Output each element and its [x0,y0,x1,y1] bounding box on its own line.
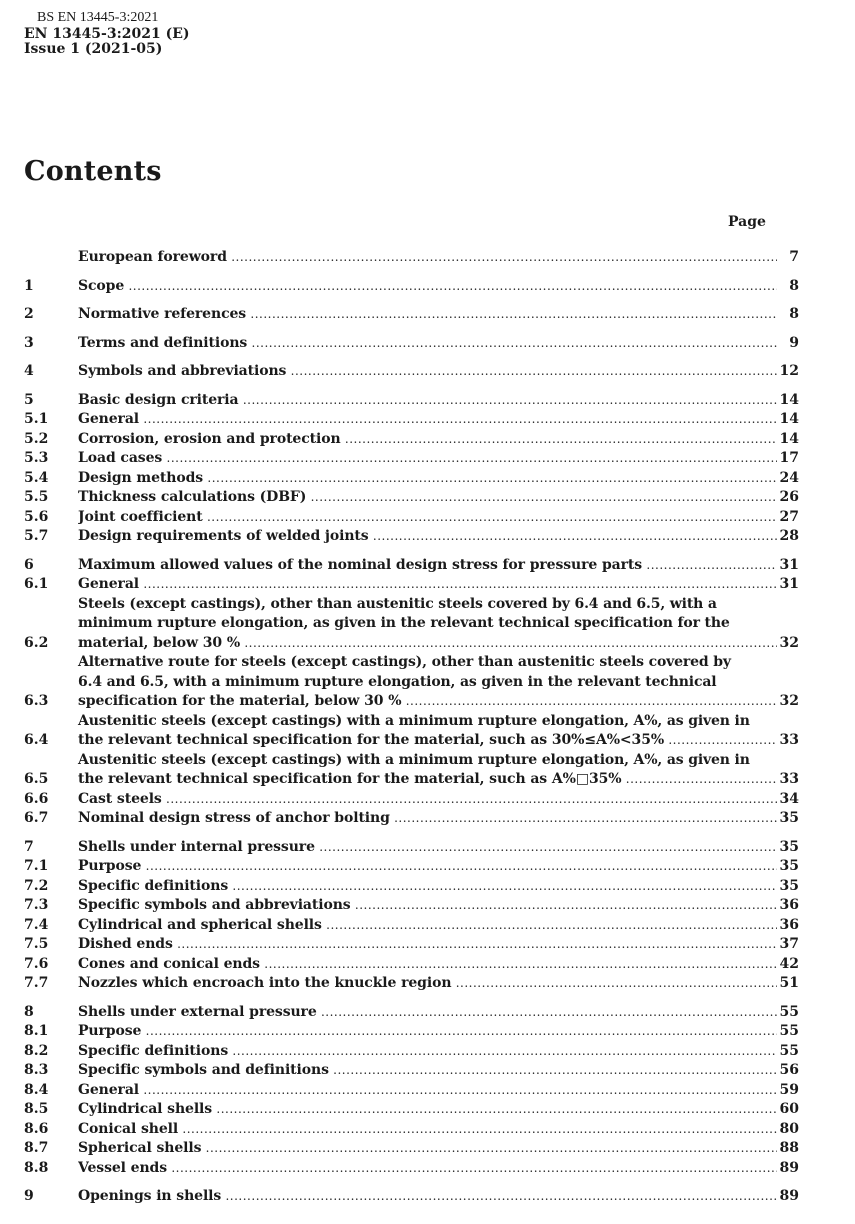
toc-page-number: 88 [779,1140,799,1156]
toc-number: 8.7 [24,1140,49,1156]
toc-title: material, below 30 % ..... [78,634,777,654]
toc-page-number: 55 [779,1003,799,1020]
toc-title: Specific symbols and definitions ..... [78,1061,777,1081]
toc-page-number: 8 [789,277,799,294]
toc-number: 8.4 [24,1081,49,1098]
toc-page-number: 33 [779,732,799,748]
toc-entry[interactable] [24,790,799,810]
toc-entry[interactable] [24,391,799,411]
toc-entry[interactable] [24,877,799,897]
toc-title: Load cases ..... [78,449,777,469]
toc-page-number: 32 [779,693,799,709]
toc-entry[interactable] [24,974,799,994]
toc-title: Specific definitions ..... [78,1042,777,1062]
toc-number: 5.4 [24,469,49,486]
toc-page-number: 89 [779,1188,799,1204]
toc-entry[interactable] [24,1159,799,1179]
toc-entry[interactable] [24,857,799,877]
toc-entry[interactable] [24,1081,799,1101]
toc-page-number: 34 [779,790,799,807]
toc-title: Basic design criteria ..... [78,391,777,411]
toc-page-number: 80 [779,1120,799,1137]
toc-entry[interactable] [24,916,799,936]
standard-code: BS EN 13445-3:2021 [37,10,159,25]
toc-title: Nozzles which encroach into the knuckle region ..... [78,974,777,994]
toc-title: Cast steels ..... [78,790,777,810]
toc-entry[interactable] [24,527,799,547]
toc-number: 7.6 [24,955,49,972]
toc-page-number: 32 [779,634,799,651]
toc-title: General ..... [78,575,777,595]
toc-entry[interactable] [24,334,799,354]
toc-entry[interactable] [24,362,799,382]
toc-title: Specific symbols and abbreviations ..... [78,896,777,916]
toc-title: Specific definitions ..... [78,877,777,897]
toc-title: European foreword ..... [78,248,777,268]
toc-title: Dished ends ..... [78,935,777,955]
toc-number: 6.7 [24,810,49,826]
contents-title: Contents [24,156,162,187]
toc-entry[interactable] [24,449,799,469]
toc-page-number: 56 [779,1062,799,1078]
toc-page-number: 55 [779,1042,799,1059]
toc-entry[interactable] [24,410,799,430]
toc-number: 2 [24,306,34,322]
toc-number: 5.1 [24,411,49,427]
toc-number: 5.3 [24,450,49,466]
toc-number: 7 [24,838,34,855]
toc-page-number: 36 [779,916,799,933]
toc-number: 6.6 [24,790,49,807]
toc-title-line: 6.4 and 6.5, with a minimum rupture elongation, as given in the relevant technical [78,673,717,690]
toc-page-number: 55 [779,1023,799,1039]
toc-page-number: 17 [779,450,799,466]
toc-number: 4 [24,363,34,379]
designation: EN 13445-3:2021 (E) [24,26,190,42]
toc-page-number: 35 [779,858,799,874]
toc-page-number: 26 [779,489,799,505]
toc-title-line: Austenitic steels (except castings) with a minimum rupture elongation, A%, as given in [78,712,750,729]
toc-entry[interactable] [24,896,799,916]
toc-title: specification for the material, below 30 % ..... [78,692,777,712]
toc-number: 7.5 [24,936,49,952]
toc-title: Purpose ..... [78,1022,777,1042]
toc-entry[interactable] [24,556,799,576]
toc-entry[interactable] [24,277,799,297]
toc-title: Shells under external pressure ..... [78,1003,777,1023]
toc-entry[interactable] [24,1003,799,1023]
toc-page-number: 24 [779,469,799,486]
toc-page-number: 37 [779,936,799,952]
toc-number: 1 [24,277,34,294]
toc-number: 8.8 [24,1159,49,1176]
toc-page-number: 36 [779,897,799,913]
toc-entry[interactable] [24,1061,799,1081]
toc-title: the relevant technical specification for the material, such as A%□35% ..... [78,770,777,790]
issue: Issue 1 (2021-05) [24,41,163,57]
toc-page-number: 14 [779,391,799,408]
toc-number: 7.3 [24,897,49,913]
toc-page-number: 9 [789,334,799,351]
toc-entry[interactable] [24,430,799,450]
toc-page-number: 14 [779,430,799,447]
toc-title: Corrosion, erosion and protection ..... [78,430,777,450]
toc-entry[interactable] [24,248,799,268]
toc-title: Symbols and abbreviations ..... [78,362,777,382]
toc-number: 6.3 [24,693,49,709]
toc-title: Nominal design stress of anchor bolting ..... [78,809,777,829]
toc-title-line: Austenitic steels (except castings) with a minimum rupture elongation, A%, as given in [78,751,750,768]
toc-page-number: 51 [779,975,799,991]
toc-entry[interactable] [24,712,799,751]
toc-title-line: Alternative route for steels (except castings), other than austenitic steels covered by [78,654,731,670]
toc-title-line: minimum rupture elongation, as given in the relevant technical specification for the [78,615,730,631]
toc-title: Cylindrical shells ..... [78,1100,777,1120]
toc-entry[interactable] [24,1022,799,1042]
toc-page-number: 89 [779,1159,799,1176]
toc-number: 8.5 [24,1101,49,1117]
toc-title: Maximum allowed values of the nominal design stress for pressure parts ..... [78,556,777,576]
toc-entry[interactable] [24,575,799,595]
toc-number: 6.4 [24,732,49,748]
toc-page-number: 35 [779,838,799,855]
toc-title: the relevant technical specification for the material, such as 30%≤A%<35% ..... [78,731,777,751]
table-of-contents [24,248,799,1207]
toc-page-number: 31 [779,576,799,592]
toc-page-number: 42 [779,955,799,972]
toc-entry[interactable] [24,1042,799,1062]
toc-title: Normative references ..... [78,305,777,325]
toc-number: 9 [24,1188,34,1204]
toc-number: 8.3 [24,1062,49,1078]
toc-number: 5.7 [24,528,49,544]
toc-number: 8 [24,1003,34,1020]
toc-title: Conical shell ..... [78,1120,777,1140]
toc-title: Purpose ..... [78,857,777,877]
toc-number: 8.6 [24,1120,49,1137]
toc-page-number: 35 [779,810,799,826]
toc-title: Shells under internal pressure ..... [78,838,777,858]
toc-number: 6 [24,556,34,573]
toc-entry[interactable] [24,809,799,829]
toc-title: Vessel ends ..... [78,1159,777,1179]
toc-page-number: 27 [779,508,799,525]
toc-title: Scope ..... [78,277,777,297]
toc-page-number: 60 [779,1101,799,1117]
toc-page-number: 12 [779,363,799,379]
toc-page-number: 35 [779,877,799,894]
toc-number: 5.2 [24,430,49,447]
toc-title: General ..... [78,1081,777,1101]
toc-title: Cylindrical and spherical shells ..... [78,916,777,936]
toc-number: 5 [24,391,34,408]
toc-number: 7.2 [24,877,49,894]
toc-entry[interactable] [24,653,799,712]
toc-page-number: 7 [789,249,799,265]
toc-number: 6.2 [24,634,49,651]
toc-entry[interactable] [24,469,799,489]
toc-number: 7.4 [24,916,49,933]
toc-entry[interactable] [24,955,799,975]
toc-entry[interactable] [24,1139,799,1159]
toc-entry[interactable] [24,595,799,654]
document-header [24,8,190,57]
toc-entry[interactable] [24,1187,799,1207]
toc-entry[interactable] [24,1120,799,1140]
toc-entry[interactable] [24,1100,799,1120]
toc-entry[interactable] [24,488,799,508]
toc-title: Design methods ..... [78,469,777,489]
toc-number: 7.7 [24,975,49,991]
toc-page-number: 14 [779,411,799,427]
toc-title: Cones and conical ends ..... [78,955,777,975]
page-column-label: Page [728,214,766,230]
toc-number: 5.6 [24,508,49,525]
toc-title: General ..... [78,410,777,430]
toc-title: Design requirements of welded joints ..... [78,527,777,547]
toc-entry[interactable] [24,305,799,325]
toc-title: Openings in shells ..... [78,1187,777,1207]
toc-number: 6.1 [24,576,49,592]
toc-page-number: 59 [779,1081,799,1098]
toc-number: 8.1 [24,1023,49,1039]
toc-title: Joint coefficient ..... [78,508,777,528]
toc-number: 5.5 [24,489,49,505]
toc-title: Thickness calculations (DBF) ..... [78,488,777,508]
toc-entry[interactable] [24,751,799,790]
toc-number: 8.2 [24,1042,49,1059]
toc-page-number: 8 [789,306,799,322]
toc-number: 6.5 [24,771,49,787]
toc-title: Terms and definitions ..... [78,334,777,354]
toc-page-number: 31 [779,556,799,573]
toc-entry[interactable] [24,935,799,955]
toc-page-number: 28 [779,528,799,544]
toc-title: Spherical shells ..... [78,1139,777,1159]
toc-page-number: 33 [779,771,799,787]
toc-number: 3 [24,334,34,351]
toc-title-line: Steels (except castings), other than austenitic steels covered by 6.4 and 6.5, with a [78,595,717,612]
toc-entry[interactable] [24,508,799,528]
toc-entry[interactable] [24,838,799,858]
toc-number: 7.1 [24,858,49,874]
